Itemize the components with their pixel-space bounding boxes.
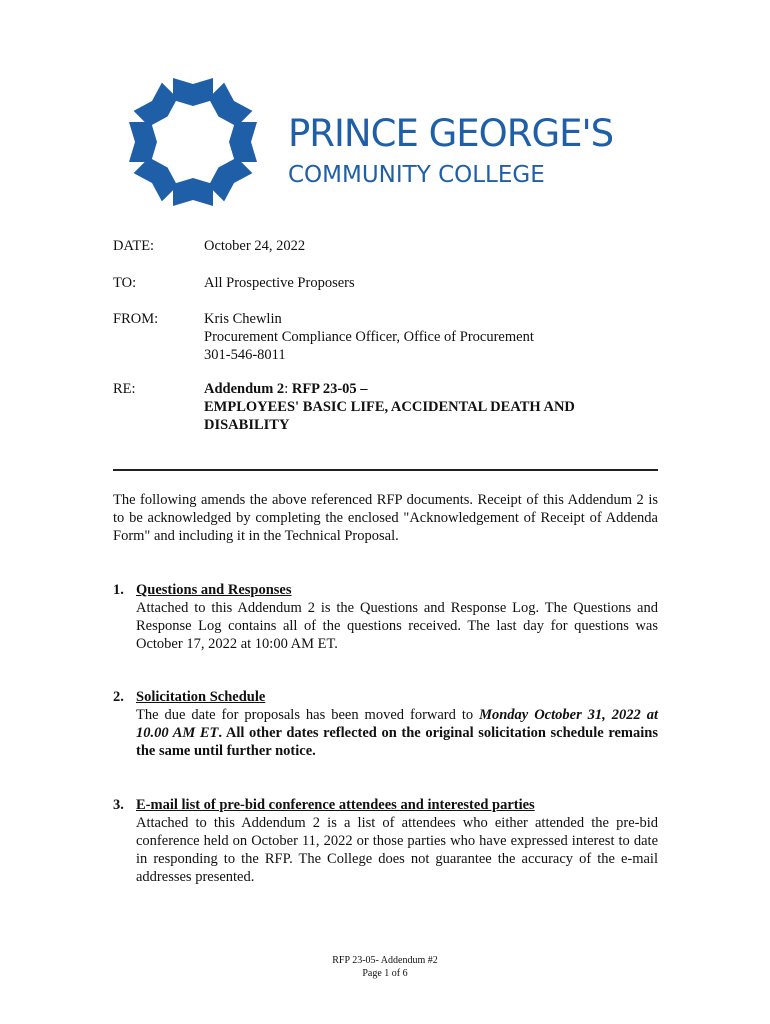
from-name: Kris Chewlin <box>204 311 282 327</box>
re-line1 <box>204 380 664 398</box>
to-label: TO: <box>113 275 137 291</box>
logo-name-line1: PRINCE GEORGE'S <box>288 112 614 155</box>
intro-paragraph: The following amends the above referenced RFP documents. Receipt of this Addendum 2 is to be acknowledged by completing the enclosed "Acknowledgement of Receipt of Addenda Form" and including it in the Technical Proposal. <box>113 492 658 544</box>
book-ring-logo-icon <box>118 72 268 212</box>
date-value: October 24, 2022 <box>204 238 306 254</box>
footer-rfp: RFP 23-05- Addendum #2 <box>332 955 438 966</box>
footer-page-number: Page 1 of 6 <box>362 968 408 979</box>
logo-name-line2: COMMUNITY COLLEGE <box>288 162 545 188</box>
item-number: 2. <box>113 689 124 705</box>
header-divider <box>113 469 658 471</box>
item-body <box>136 706 658 760</box>
re-colon: : <box>284 381 292 397</box>
re-addendum: Addendum 2 <box>204 381 285 397</box>
item-body: Attached to this Addendum 2 is a list of attendees who either attended the pre-bid conference held on October 11, 2022 or those parties who have expressed interest to date in responding to the RFP. The College does not guarantee the accuracy of the e-mail addresses presented. <box>136 815 658 885</box>
re-rfp: RFP 23-05 – <box>291 381 368 397</box>
from-label: FROM: <box>113 311 159 327</box>
college-logo <box>118 72 658 212</box>
re-label: RE: <box>113 381 136 397</box>
item-body: Attached to this Addendum 2 is the Questions and Response Log. The Questions and Response Log contains all of the questions received. The last day for questions was October 17, 2022 at 10:00 AM ET. <box>136 600 658 652</box>
date-label: DATE: <box>113 238 155 254</box>
item-heading: Questions and Responses <box>136 582 292 598</box>
re-line2: EMPLOYEES' BASIC LIFE, ACCIDENTAL DEATH AND <box>204 399 575 415</box>
item-heading: Solicitation Schedule <box>136 689 266 705</box>
from-phone: 301-546-8011 <box>204 347 286 363</box>
page-footer <box>0 954 770 980</box>
item-number: 1. <box>113 582 124 598</box>
re-line3: DISABILITY <box>204 417 290 433</box>
to-value: All Prospective Proposers <box>204 275 355 291</box>
schedule-text-a: The due date for proposals has been moved forward to <box>136 707 480 723</box>
due-date-emphasis: Monday October 31, 2022 at 10.00 AM ET <box>136 707 659 741</box>
from-title: Procurement Compliance Officer, Office of Procurement <box>204 329 534 345</box>
item-heading: E-mail list of pre-bid conference attendees and interested parties <box>136 797 535 813</box>
item-number: 3. <box>113 797 124 813</box>
schedule-text-c: . All other dates reflected on the original solicitation schedule remains the same until further notice. <box>136 725 658 759</box>
